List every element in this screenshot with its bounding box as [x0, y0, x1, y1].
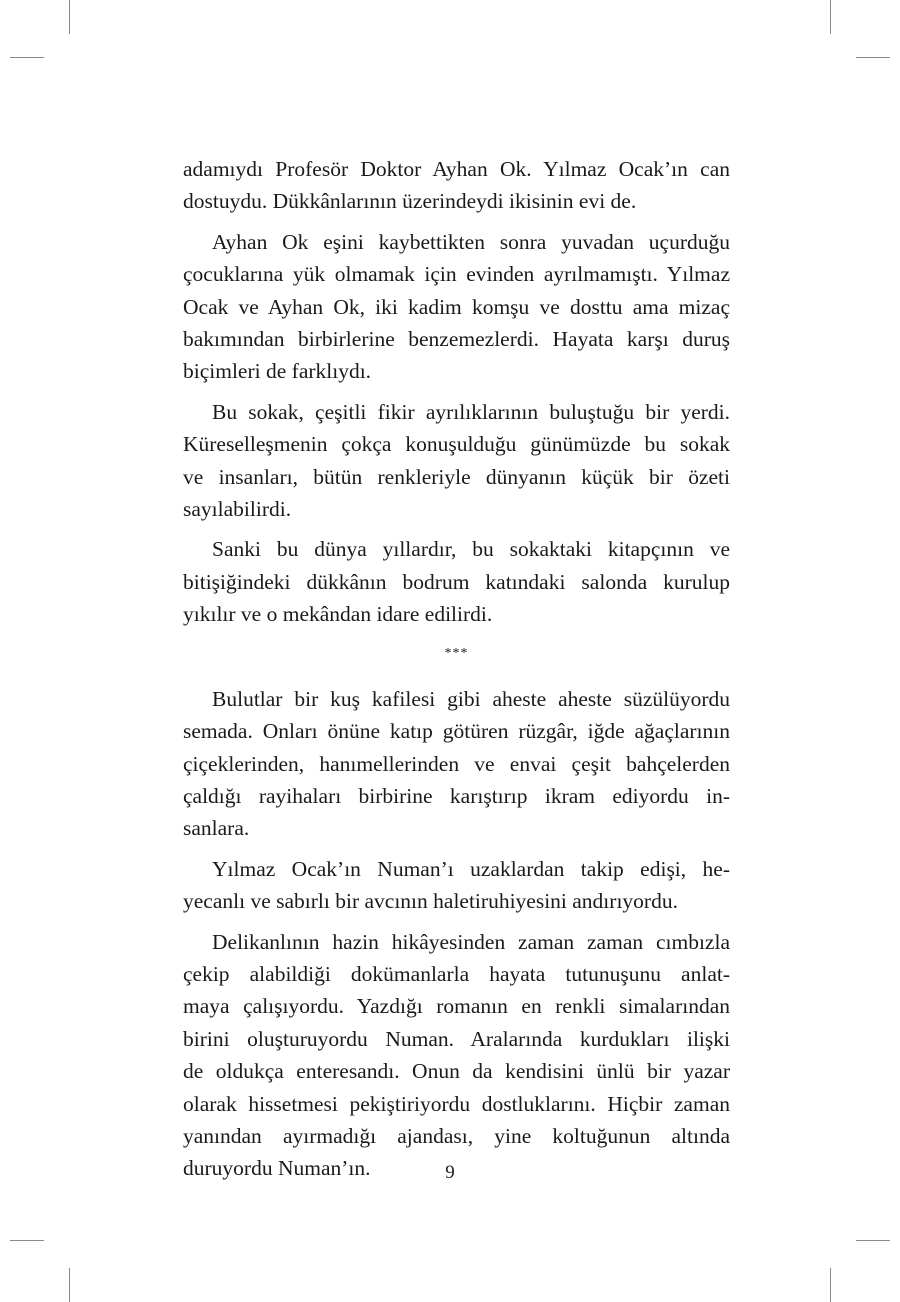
- crop-mark-right-top: [856, 57, 890, 58]
- paragraph: [183, 533, 730, 630]
- crop-mark-bottom-left: [69, 1268, 70, 1302]
- text-line: Küreselleşmenin çokça konuşulduğu günümüzde bu sokak: [183, 432, 730, 457]
- section-separator: ***: [444, 646, 469, 662]
- text-line: Delikanlının hazin hikâyesinden zaman zaman cımbızla: [212, 929, 730, 954]
- text-line: bakımından birbirlerine benzemezlerdi. Hayata karşı duruş: [183, 326, 730, 351]
- paragraph: [183, 153, 730, 218]
- text-line: çocuklarına yük olmamak için evinden ayrılmamıştı. Yılmaz: [183, 262, 730, 287]
- text-line: Bu sokak, çeşitli fikir ayrılıklarının buluştuğu bir yerdi.: [212, 399, 730, 424]
- text-line: adamıydı Profesör Doktor Ayhan Ok. Yılmaz Ocak’ın can: [183, 157, 730, 181]
- text-line: bitişiğindeki dükkânın bodrum katındaki salonda kurulup: [183, 569, 730, 594]
- text-line: maya çalışıyordu. Yazdığı romanın en renkli simalarından: [183, 994, 730, 1019]
- paragraph: [183, 396, 730, 526]
- text-line: Ocak ve Ayhan Ok, iki kadim komşu ve dosttu ama mizaç: [183, 294, 730, 319]
- text-line: yanından ayırmadığı ajandası, yine koltuğunun altında: [183, 1123, 730, 1148]
- text-line: Ayhan Ok eşini kaybettikten sonra yuvadan uçurduğu: [212, 229, 730, 254]
- text-line: ve insanları, bütün renkleriyle dünyanın küçük bir özeti: [183, 464, 730, 489]
- crop-mark-left-top: [10, 57, 44, 58]
- crop-mark-top-left: [69, 0, 70, 34]
- page-number: 9: [445, 1162, 455, 1183]
- text-line: olarak hissetmesi pekiştiriyordu dostluklarını. Hiçbir zaman: [183, 1091, 730, 1116]
- crop-mark-right-bottom: [856, 1240, 890, 1241]
- paragraph: [183, 226, 730, 388]
- text-line: Sanki bu dünya yıllardır, bu sokaktaki kitapçının ve: [212, 537, 730, 562]
- paragraph: [183, 926, 730, 1185]
- text-line: Bulutlar bir kuş kafilesi gibi aheste aheste süzülüyordu: [212, 686, 730, 711]
- book-page-text: [183, 153, 730, 1193]
- text-line: çiçeklerinden, hanımellerinden ve envai çeşit bahçelerden: [183, 751, 730, 776]
- text-line: duruyordu Numan’ın.: [183, 1156, 371, 1181]
- text-line: de oldukça enteresandı. Onun da kendisini ünlü bir yazar: [183, 1059, 730, 1084]
- text-line: yıkılır ve o mekândan idare edilirdi.: [183, 602, 493, 627]
- text-line: semada. Onları önüne katıp götüren rüzgâr, iğde ağaçlarının: [183, 719, 730, 744]
- crop-mark-left-bottom: [10, 1240, 44, 1241]
- text-line: birini oluşturuyordu Numan. Aralarında kurdukları ilişki: [183, 1026, 730, 1051]
- paragraph: [183, 683, 730, 845]
- crop-mark-bottom-right: [830, 1268, 831, 1302]
- text-line: çaldığı rayihaları birbirine karıştırıp ikram ediyordu in-: [183, 784, 730, 809]
- text-line: Yılmaz Ocak’ın Numan’ı uzaklardan takip edişi, he-: [212, 856, 730, 881]
- text-line: sanlara.: [183, 816, 250, 841]
- text-line: sayılabilirdi.: [183, 496, 292, 521]
- text-line: yecanlı ve sabırlı bir avcının haletiruhiyesini andırıyordu.: [183, 889, 678, 914]
- text-line: biçimleri de farklıydı.: [183, 359, 372, 384]
- text-line: çekip alabildiği dokümanlarla hayata tutunuşunu anlat-: [183, 961, 730, 986]
- paragraph: [183, 853, 730, 918]
- crop-mark-top-right: [830, 0, 831, 34]
- text-line: dostuydu. Dükkânlarının üzerindeydi ikisinin evi de.: [183, 189, 637, 214]
